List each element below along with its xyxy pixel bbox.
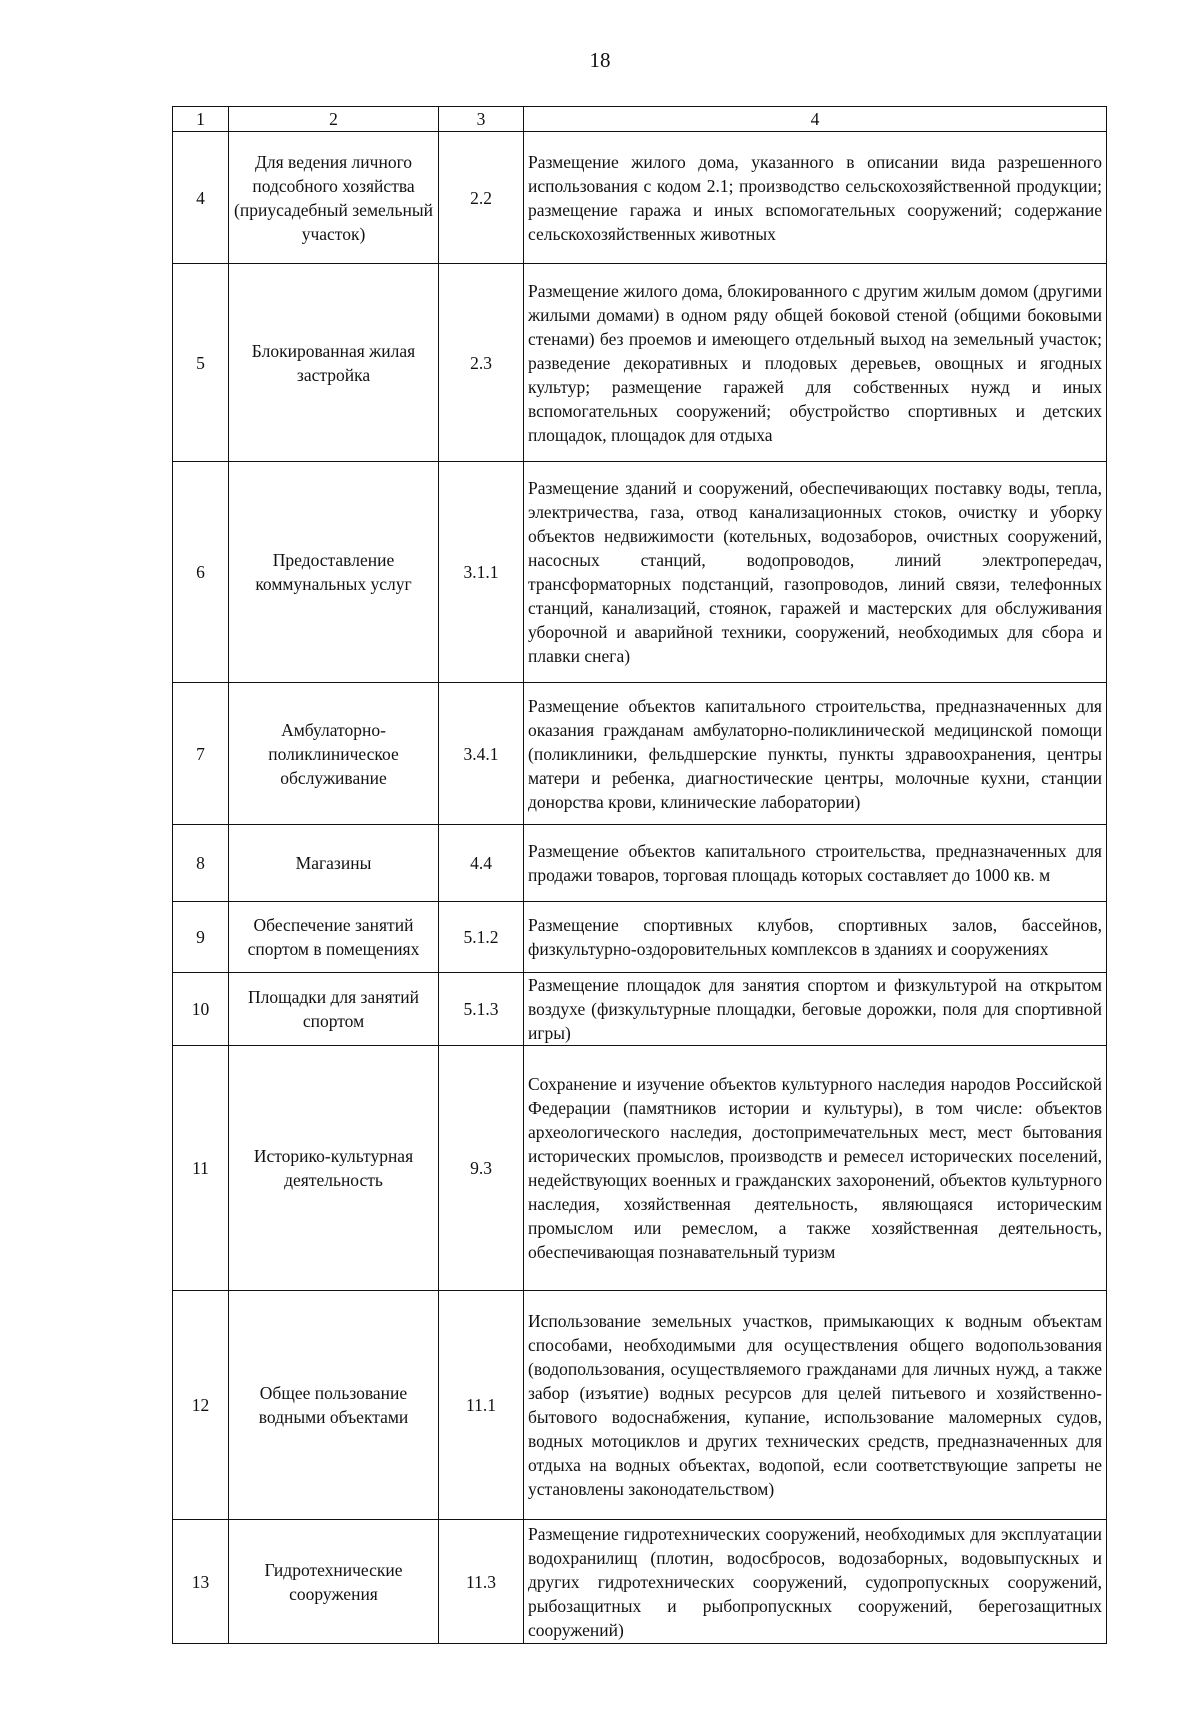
use-type-name: Обеспечение занятий спортом в помещениях xyxy=(229,902,439,973)
use-type-name: Для ведения личного подсобного хозяйства (приусадебный земельный участок) xyxy=(229,132,439,264)
table-row xyxy=(173,1520,1107,1644)
use-type-code: 5.1.2 xyxy=(439,902,524,973)
header-col-4: 4 xyxy=(524,107,1107,132)
row-number: 11 xyxy=(173,1046,229,1291)
use-type-description: Сохранение и изучение объектов культурного наследия народов Российской Федерации (памятников истории и культуры), в том числе: объектов археологического наследия, достопримечательных мест, мест бытования исторических промыслов, производств и ремесел исторических поселений, недействующих военных и гражданских захоронений, объектов культурного наследия, хозяйственная деятельность, являющаяся историческим промыслом или ремеслом, а также хозяйственная деятельность, обеспечивающая познавательный туризм xyxy=(524,1046,1107,1291)
header-col-1: 1 xyxy=(173,107,229,132)
table-row xyxy=(173,902,1107,973)
use-type-code: 9.3 xyxy=(439,1046,524,1291)
use-type-name: Площадки для занятий спортом xyxy=(229,973,439,1046)
use-type-code: 11.3 xyxy=(439,1520,524,1644)
table-row xyxy=(173,1291,1107,1520)
table-row xyxy=(173,973,1107,1046)
table-row xyxy=(173,264,1107,462)
use-type-name: Общее пользование водными объектами xyxy=(229,1291,439,1520)
use-type-name: Амбулаторно-поликлиническое обслуживание xyxy=(229,683,439,825)
use-type-description: Размещение площадок для занятия спортом и физкультурой на открытом воздухе (физкультурные площадки, беговые дорожки, поля для спортивной игры) xyxy=(524,973,1107,1046)
row-number: 6 xyxy=(173,462,229,683)
table-row xyxy=(173,1046,1107,1291)
row-number: 12 xyxy=(173,1291,229,1520)
row-number: 10 xyxy=(173,973,229,1046)
row-number: 4 xyxy=(173,132,229,264)
table-row xyxy=(173,683,1107,825)
land-use-table xyxy=(172,106,1107,1644)
row-number: 8 xyxy=(173,825,229,902)
use-type-description: Размещение объектов капитального строительства, предназначенных для продажи товаров, торговая площадь которых составляет до 1000 кв. м xyxy=(524,825,1107,902)
use-type-name: Магазины xyxy=(229,825,439,902)
row-number: 7 xyxy=(173,683,229,825)
use-type-description: Использование земельных участков, примыкающих к водным объектам способами, необходимыми для осуществления общего водопользования (водопользования, осуществляемого гражданами для личных нужд, а также забор (изъятие) водных ресурсов для целей питьевого и хозяйственно-бытового водоснабжения, купание, использование маломерных судов, водных мотоциклов и других технических средств, предназначенных для отдыха на водных объектах, водопой, если соответствующие запреты не установлены законодательством) xyxy=(524,1291,1107,1520)
row-number: 9 xyxy=(173,902,229,973)
use-type-description: Размещение объектов капитального строительства, предназначенных для оказания гражданам амбулаторно-поликлинической медицинской помощи (поликлиники, фельдшерские пункты, пункты здравоохранения, центры матери и ребенка, диагностические центры, молочные кухни, станции донорства крови, клинические лаборатории) xyxy=(524,683,1107,825)
use-type-description: Размещение зданий и сооружений, обеспечивающих поставку воды, тепла, электричества, газа, отвод канализационных стоков, очистку и уборку объектов недвижимости (котельных, водозаборов, очистных сооружений, насосных станций, водопроводов, линий электропередач, трансформаторных подстанций, газопроводов, линий связи, телефонных станций, канализаций, стоянок, гаражей и мастерских для обслуживания уборочной и аварийной техники, сооружений, необходимых для сбора и плавки снега) xyxy=(524,462,1107,683)
use-type-code: 3.1.1 xyxy=(439,462,524,683)
use-type-code: 2.3 xyxy=(439,264,524,462)
header-col-2: 2 xyxy=(229,107,439,132)
table-row xyxy=(173,462,1107,683)
table-row xyxy=(173,132,1107,264)
header-col-3: 3 xyxy=(439,107,524,132)
use-type-code: 11.1 xyxy=(439,1291,524,1520)
page-number: 18 xyxy=(589,48,611,72)
use-type-description: Размещение жилого дома, блокированного с другим жилым домом (другими жилыми домами) в одном ряду общей боковой стеной (общими боковыми стенами) без проемов и имеющего отдельный выход на земельный участок; разведение декоративных и плодовых деревьев, овощных и ягодных культур; размещение гаражей для собственных нужд и иных вспомогательных сооружений; обустройство спортивных и детских площадок, площадок для отдыха xyxy=(524,264,1107,462)
table-row xyxy=(173,825,1107,902)
row-number: 5 xyxy=(173,264,229,462)
use-type-code: 4.4 xyxy=(439,825,524,902)
use-type-description: Размещение гидротехнических сооружений, необходимых для эксплуатации водохранилищ (плотин, водосбросов, водозаборных, водовыпускных и других гидротехнических сооружений, судопропускных сооружений, рыбозащитных и рыбопропускных сооружений, берегозащитных сооружений) xyxy=(524,1520,1107,1644)
use-type-name: Гидротехнические сооружения xyxy=(229,1520,439,1644)
use-type-name: Блокированная жилая застройка xyxy=(229,264,439,462)
table-header-row xyxy=(173,107,1107,132)
use-type-code: 2.2 xyxy=(439,132,524,264)
use-type-name: Историко-культурная деятельность xyxy=(229,1046,439,1291)
use-type-description: Размещение спортивных клубов, спортивных залов, бассейнов, физкультурно-оздоровительных комплексов в зданиях и сооружениях xyxy=(524,902,1107,973)
row-number: 13 xyxy=(173,1520,229,1644)
use-type-code: 5.1.3 xyxy=(439,973,524,1046)
use-type-name: Предоставление коммунальных услуг xyxy=(229,462,439,683)
use-type-description: Размещение жилого дома, указанного в описании вида разрешенного использования с кодом 2.1; производство сельскохозяйственной продукции; размещение гаража и иных вспомогательных сооружений; содержание сельскохозяйственных животных xyxy=(524,132,1107,264)
use-type-code: 3.4.1 xyxy=(439,683,524,825)
